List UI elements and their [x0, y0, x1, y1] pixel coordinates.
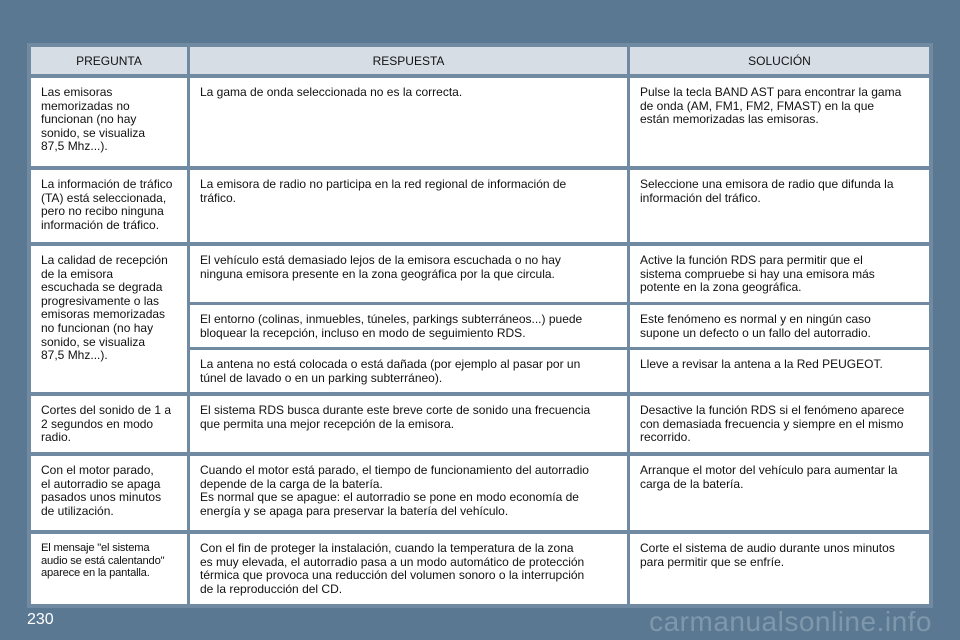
answer-cell: El entorno (colinas, inmuebles, túneles, parkings subterráneos...) puede bloquear la recepción, incluso en modo de seguimiento RDS. — [190, 305, 627, 347]
answer-cell: La emisora de radio no participa en la red regional de información de tráfico. — [190, 170, 627, 242]
header-question: PREGUNTA — [31, 47, 187, 74]
header-answer: RESPUESTA — [190, 47, 627, 74]
answer-cell: El vehículo está demasiado lejos de la emisora escuchada o no hay ninguna emisora presente en la zona geográfica por la que circula. — [190, 246, 627, 302]
question-cell: La calidad de recepción de la emisora escuchada se degrada progresivamente o las emisoras memorizadas no funcionan (no hay sonido, se visualiza 87,5 Mhz...). — [31, 246, 187, 392]
question-cell: Con el motor parado, el autorradio se apaga pasados unos minutos de utilización. — [31, 456, 187, 530]
solution-cell: Active la función RDS para permitir que el sistema compruebe si hay una emisora más potente en la zona geográfica. — [630, 246, 929, 302]
solution-cell: Corte el sistema de audio durante unos minutos para permitir que se enfríe. — [630, 534, 929, 604]
solution-cell: Desactive la función RDS si el fenómeno aparece con demasiada frecuencia y siempre en el mismo recorrido. — [630, 396, 929, 452]
solution-cell: Seleccione una emisora de radio que difunda la información del tráfico. — [630, 170, 929, 242]
answer-cell: La gama de onda seleccionada no es la correcta. — [190, 78, 627, 166]
page-number: 230 — [27, 611, 54, 628]
answer-cell: Cuando el motor está parado, el tiempo de funcionamiento del autorradio depende de la carga de la batería. Es normal que se apague: el autorradio se pone en modo economía de energía y se apaga para preservar la batería del vehículo. — [190, 456, 627, 530]
solution-cell: Arranque el motor del vehículo para aumentar la carga de la batería. — [630, 456, 929, 530]
watermark: carmanualsonline.info — [649, 606, 932, 637]
solution-cell: Lleve a revisar la antena a la Red PEUGEOT. — [630, 350, 929, 392]
header-solution: SOLUCIÓN — [630, 47, 929, 74]
question-cell: Las emisoras memorizadas no funcionan (no hay sonido, se visualiza 87,5 Mhz...). — [31, 78, 187, 166]
solution-cell: Pulse la tecla BAND AST para encontrar la gama de onda (AM, FM1, FM2, FMAST) en la que están memorizadas las emisoras. — [630, 78, 929, 166]
question-cell: La información de tráfico (TA) está seleccionada, pero no recibo ninguna información de tráfico. — [31, 170, 187, 242]
answer-cell: Con el fin de proteger la instalación, cuando la temperatura de la zona es muy elevada, el autorradio pasa a un modo automático de protección térmica que provoca una reducción del volumen sonoro o la interrupción de la reproducción del CD. — [190, 534, 627, 604]
answer-cell: El sistema RDS busca durante este breve corte de sonido una frecuencia que permita una mejor recepción de la emisora. — [190, 396, 627, 452]
question-cell: Cortes del sonido de 1 a 2 segundos en modo radio. — [31, 396, 187, 452]
solution-cell: Este fenómeno es normal y en ningún caso supone un defecto o un fallo del autorradio. — [630, 305, 929, 347]
answer-cell: La antena no está colocada o está dañada (por ejemplo al pasar por un túnel de lavado o en un parking subterráneo). — [190, 350, 627, 392]
question-cell: El mensaje "el sistema audio se está calentando" aparece en la pantalla. — [31, 534, 187, 604]
